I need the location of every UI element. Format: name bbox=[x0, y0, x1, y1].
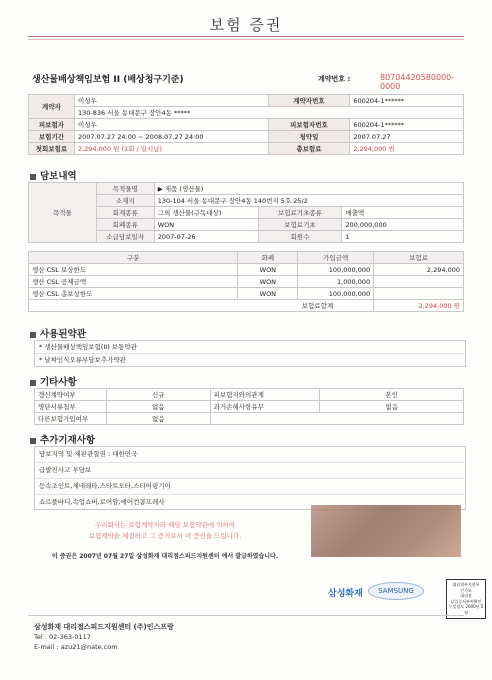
section-coverage: 담보내역 bbox=[30, 168, 77, 182]
premium-total: 2,294,000 원 bbox=[374, 300, 464, 312]
contractor-idno: 600204-1****** bbox=[350, 95, 464, 107]
object-table bbox=[28, 182, 464, 243]
contractor-name: 이성우 bbox=[74, 95, 268, 107]
insured-name: 이성우 bbox=[74, 119, 268, 131]
list-item: 등속조인트,제네레타,스타트모타,스티어링기어 bbox=[35, 479, 465, 495]
col-header-amount: 가입금액 bbox=[298, 252, 374, 264]
basis-label: 보험료기초종류 bbox=[258, 207, 342, 219]
object-name-label: 목적물명 bbox=[96, 183, 154, 195]
table-row: 생산 CSL 총보상한도 WON 100,000,000 bbox=[29, 288, 464, 300]
retro: 2007-07-26 bbox=[154, 231, 258, 243]
list-item: 급발진사고 부담보 bbox=[35, 463, 465, 479]
location: 130-104 서울 동대문구 장안4동 140번지 5호 25/2 bbox=[154, 195, 463, 207]
insured-idno: 600204-1****** bbox=[350, 119, 464, 131]
footer-divider bbox=[28, 615, 464, 616]
notice-text: 우리회사는 보험계약자와 해당 보험약관에 의하여 보험계약을 체결하고 그 증거로서 이 증권을 드립니다. bbox=[88, 521, 242, 540]
agency-stamp: 대리점부지점부 인가조 대리점 납입증서부여확인 무일장도 2000년 5월 bbox=[446, 579, 486, 619]
other-table: 갱신계약여부 신규 피보험자와의관계 본인 명단서류첨부 없음 과거손해사항유무 없음 다른보험가입여부 없음 bbox=[34, 388, 464, 425]
section-terms: 사용된약관 bbox=[30, 326, 86, 340]
count: 1 bbox=[342, 231, 464, 243]
table-row: 생산 CSL 보상한도 WON 100,000,000 2,294,000 bbox=[29, 264, 464, 276]
list-item: * 날짜인식오류부담보추가약관 bbox=[39, 356, 126, 364]
contract-no-label: 계약번호 : bbox=[318, 75, 351, 83]
col-header-type: 구분 bbox=[29, 252, 238, 264]
col-header-premium: 보험료 bbox=[374, 252, 464, 264]
product-name: 생산물배상책임보험 II (배상청구기준) bbox=[32, 75, 184, 85]
total-premium: 2,294,000 원 bbox=[350, 143, 464, 155]
contract-info-table bbox=[28, 94, 464, 155]
object-label: 목적물 bbox=[29, 183, 97, 243]
basis-amt-label: 보험료기초 bbox=[258, 219, 342, 231]
footer-tel: Tel : 02-363-0117 bbox=[34, 633, 91, 641]
total-premium-label: 총보험료 bbox=[268, 143, 350, 155]
industry-label: 회계종류 bbox=[96, 207, 154, 219]
first-premium-label: 첫회보험료 bbox=[29, 143, 75, 155]
bullet-icon bbox=[30, 174, 36, 180]
currency-label: 회폐종류 bbox=[96, 219, 154, 231]
object-name: ▶ 제품 (생산물) bbox=[154, 183, 463, 195]
bullet-icon bbox=[30, 332, 36, 338]
industry: 그외 생산물(구독대상) bbox=[154, 207, 258, 219]
contract-no: 80704420580000-0000 bbox=[380, 73, 455, 91]
issued-text: 이 증권은 2007년 07월 27일 삼성화재 대리점스피드지원센터 에서 발급하였습니다. bbox=[51, 553, 279, 560]
basis-amt: 200,000,000 bbox=[342, 219, 464, 231]
footer-email: E-mail : azu21@nate.com bbox=[34, 643, 118, 651]
list-item: * 생산물배상책임보험(II) 보통약관 bbox=[35, 341, 465, 354]
section-other: 기타사항 bbox=[30, 374, 77, 388]
section-extra: 추가기재사항 bbox=[30, 432, 95, 446]
table-row: 생산 CSL 공제금액 WON 1,000,000 bbox=[29, 276, 464, 288]
location-label: 소재지 bbox=[96, 195, 154, 207]
signdate: 2007.07.27 bbox=[350, 131, 464, 143]
period-label: 보험기간 bbox=[29, 131, 75, 143]
top-divider-2 bbox=[28, 39, 464, 40]
header-row bbox=[28, 72, 464, 91]
top-divider bbox=[28, 36, 464, 37]
insured-label: 피보험자 bbox=[29, 119, 75, 131]
bullet-icon bbox=[30, 380, 36, 386]
first-premium: 2,294,000 원 (1회 / 일시납) bbox=[74, 143, 268, 155]
seal-stamp-image bbox=[311, 505, 461, 557]
samsung-fire-logo: 삼성화재 bbox=[328, 589, 363, 599]
signdate-label: 청약일 bbox=[268, 131, 350, 143]
insured-idno-label: 피보험자번호 bbox=[268, 119, 350, 131]
col-header-currency: 화폐 bbox=[238, 252, 298, 264]
extra-list bbox=[34, 446, 466, 510]
coverage-table bbox=[28, 251, 464, 312]
doc-title: 보험 증권 bbox=[209, 16, 283, 34]
terms-list bbox=[34, 340, 466, 367]
list-item: 담보지역 및 재판관할권 : 대한민국 bbox=[35, 447, 465, 463]
footer-company: 삼성화재 대리점스피드지원센터 (주)인스프랑 bbox=[34, 623, 174, 631]
period: 2007.07.27 24:00 ~ 2008.07.27 24:00 bbox=[74, 131, 268, 143]
bullet-icon bbox=[30, 438, 36, 444]
samsung-logo: SAMSUNG bbox=[368, 582, 424, 600]
list-item: 쇼르플바디,속업쇼버,로어암,에어컨콤프레사 bbox=[39, 498, 165, 506]
contractor-label: 계약자 bbox=[29, 95, 75, 119]
basis: 매출액 bbox=[342, 207, 464, 219]
count-label: 회원수 bbox=[258, 231, 342, 243]
retro-label: 소급담보일자 bbox=[96, 231, 154, 243]
contractor-address: 130-836 서울 동대문구 장안4동 ***** bbox=[74, 107, 463, 119]
premium-total-label: 보험료합계 bbox=[29, 300, 374, 312]
currency: WON bbox=[154, 219, 258, 231]
contractor-idno-label: 계약자번호 bbox=[268, 95, 350, 107]
footer bbox=[34, 622, 174, 652]
